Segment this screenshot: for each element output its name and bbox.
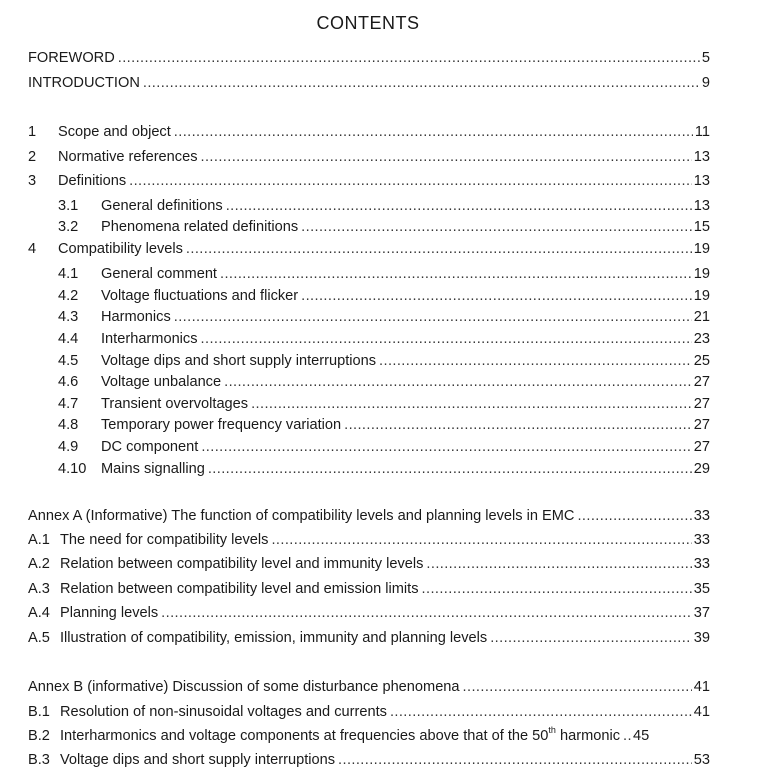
toc-label: Annex B (informative) Discussion of some disturbance phenomena — [28, 679, 460, 695]
toc-entry-4-10[interactable] — [58, 460, 710, 478]
leader-dots — [226, 197, 692, 215]
toc-label-text: Interharmonics and voltage components at frequencies above that of the 50 — [60, 728, 549, 744]
toc-entry-4-9[interactable] — [58, 438, 710, 456]
toc-label: Mains signalling — [101, 461, 205, 477]
toc-entry-3-2[interactable] — [58, 218, 710, 236]
toc-number: A.5 — [28, 630, 50, 646]
toc-page: 33 — [693, 556, 710, 572]
toc-page: 9 — [701, 75, 710, 91]
leader-dots — [251, 395, 692, 413]
toc-page: 27 — [693, 396, 710, 412]
toc-label: The need for compatibility levels — [60, 532, 269, 548]
toc-page: 19 — [693, 288, 710, 304]
toc-page: 25 — [693, 353, 710, 369]
toc-page: 37 — [693, 605, 710, 621]
toc-entry-a-3[interactable] — [28, 580, 710, 598]
toc-entry-4-2[interactable] — [58, 287, 710, 305]
toc-number: 1 — [28, 124, 37, 140]
toc-entry-4-5[interactable] — [58, 352, 710, 370]
leader-dots — [161, 604, 692, 622]
leader-dots — [208, 460, 692, 478]
toc-entry-4-3[interactable] — [58, 308, 710, 326]
toc-entry-4-8[interactable] — [58, 416, 710, 434]
toc-entry-1[interactable] — [28, 123, 710, 141]
leader-dots — [390, 703, 692, 721]
toc-label: General comment — [101, 266, 217, 282]
toc-label: Voltage unbalance — [101, 374, 222, 390]
leader-dots — [143, 74, 700, 92]
toc-number: 4.8 — [58, 417, 79, 433]
toc-label: Voltage dips and short supply interruptions — [60, 752, 336, 768]
toc-number: 4.9 — [58, 439, 79, 455]
toc-entry-4-6[interactable] — [58, 373, 710, 391]
toc-label: Voltage fluctuations and flicker — [101, 288, 299, 304]
toc-entry-foreword[interactable] — [28, 49, 710, 67]
toc-page: 41 — [693, 679, 710, 695]
toc-number: 4.10 — [58, 461, 87, 477]
toc-page: 41 — [693, 704, 710, 720]
leader-dots — [271, 531, 691, 549]
toc-page: 13 — [693, 149, 710, 165]
toc-label: Relation between compatibility level and emission limits — [60, 581, 419, 597]
toc-label: Scope and object — [58, 124, 171, 140]
toc-page: 27 — [693, 439, 710, 455]
toc-number: A.3 — [28, 581, 50, 597]
toc-entry-a-4[interactable] — [28, 604, 710, 622]
toc-label: Relation between compatibility level and immunity levels — [60, 556, 424, 572]
toc-page: 15 — [693, 219, 710, 235]
toc-label: Normative references — [58, 149, 198, 165]
leader-dots — [490, 629, 692, 647]
toc-page: 33 — [693, 508, 710, 524]
toc-number: A.4 — [28, 605, 50, 621]
toc-page: 11 — [694, 124, 710, 140]
toc-page: 19 — [693, 266, 710, 282]
leader-dots — [201, 148, 692, 166]
toc-page: 53 — [693, 752, 710, 768]
toc-number: 4 — [28, 241, 37, 257]
toc-number: 4.5 — [58, 353, 79, 369]
toc-entry-introduction[interactable] — [28, 74, 710, 92]
toc-number: B.1 — [28, 704, 50, 720]
toc-label: INTRODUCTION — [28, 75, 140, 91]
toc-page: 33 — [693, 532, 710, 548]
toc-page: 19 — [693, 241, 710, 257]
toc-label: Illustration of compatibility, emission, immunity and planning levels — [60, 630, 488, 646]
toc-label: Definitions — [58, 173, 127, 189]
toc-entry-3-1[interactable] — [58, 197, 710, 215]
toc-label: Harmonics — [101, 309, 171, 325]
toc-number: B.3 — [28, 752, 50, 768]
toc-number: A.1 — [28, 532, 50, 548]
leader-dots — [463, 678, 692, 696]
toc-number: 3.2 — [58, 219, 79, 235]
toc-number: A.2 — [28, 556, 50, 572]
leader-dots — [344, 416, 692, 434]
toc-entry-a-2[interactable] — [28, 555, 710, 573]
toc-entry-4-1[interactable] — [58, 265, 710, 283]
toc-page: 21 — [693, 309, 710, 325]
toc-number: 4.7 — [58, 396, 79, 412]
toc-page: 5 — [701, 50, 710, 66]
toc-label: Phenomena related definitions — [101, 219, 299, 235]
toc-page: 35 — [693, 581, 710, 597]
toc-page: 27 — [693, 374, 710, 390]
leader-dots — [220, 265, 692, 283]
toc-page: 23 — [693, 331, 710, 347]
leader-dots — [201, 330, 692, 348]
leader-dots — [174, 123, 693, 141]
toc-label: FOREWORD — [28, 50, 115, 66]
toc-number: 3.1 — [58, 198, 79, 214]
page-title: CONTENTS — [316, 13, 420, 33]
toc-label: Planning levels — [60, 605, 159, 621]
toc-number: 2 — [28, 149, 37, 165]
toc-number: 4.2 — [58, 288, 79, 304]
leader-dots — [426, 555, 691, 573]
toc-entry-3[interactable] — [28, 172, 710, 190]
toc-entry-b-1[interactable] — [28, 703, 710, 721]
leader-dots — [118, 49, 700, 67]
leader-dots — [301, 218, 692, 236]
toc-label: Transient overvoltages — [101, 396, 249, 412]
leader-dots — [129, 172, 692, 190]
toc-label: DC component — [101, 439, 199, 455]
toc-number: 4.4 — [58, 331, 79, 347]
toc-page: 13 — [693, 198, 710, 214]
toc-entry-4[interactable] — [28, 240, 710, 258]
toc-number: 3 — [28, 173, 37, 189]
toc-entry-a-1[interactable] — [28, 531, 710, 549]
toc-page: 13 — [693, 173, 710, 189]
toc-label: Voltage dips and short supply interruptions — [101, 353, 377, 369]
toc-number: 4.6 — [58, 374, 79, 390]
toc-page: 45 — [633, 728, 650, 744]
toc-label: Annex A (Informative) The function of compatibility levels and planning levels in EMC — [28, 508, 575, 524]
toc-entry-annex-a[interactable] — [28, 507, 710, 525]
leader-dots — [224, 373, 692, 391]
toc-number: 4.1 — [58, 266, 79, 282]
toc-label-tail: harmonic — [555, 728, 620, 744]
superscript: th — [548, 725, 556, 736]
leader-dots — [577, 507, 691, 525]
toc-entry-b-2[interactable] — [28, 727, 710, 745]
leader-dots — [301, 287, 692, 305]
leader-dots — [379, 352, 692, 370]
toc-number: 4.3 — [58, 309, 79, 325]
leader-dots — [623, 727, 631, 745]
toc-label: Resolution of non-sinusoidal voltages and currents — [60, 704, 387, 720]
toc-entry-annex-b[interactable] — [28, 678, 710, 696]
leader-dots — [174, 308, 692, 326]
toc-entry-4-4[interactable] — [58, 330, 710, 348]
toc-page: 27 — [693, 417, 710, 433]
toc-label — [60, 727, 620, 745]
toc-label: Temporary power frequency variation — [101, 417, 342, 433]
leader-dots — [338, 751, 692, 769]
toc-page: 39 — [693, 630, 710, 646]
toc-label: Compatibility levels — [58, 241, 183, 257]
toc-page: 29 — [693, 461, 710, 477]
toc-label: Interharmonics — [101, 331, 198, 347]
leader-dots — [422, 580, 692, 598]
toc-number: B.2 — [28, 728, 50, 744]
leader-dots — [201, 438, 691, 456]
toc-entry-b-3[interactable] — [28, 751, 710, 769]
toc-entry-a-5[interactable] — [28, 629, 710, 647]
toc-entry-4-7[interactable] — [58, 395, 710, 413]
toc-label: General definitions — [101, 198, 223, 214]
toc-entry-2[interactable] — [28, 148, 710, 166]
leader-dots — [186, 240, 692, 258]
